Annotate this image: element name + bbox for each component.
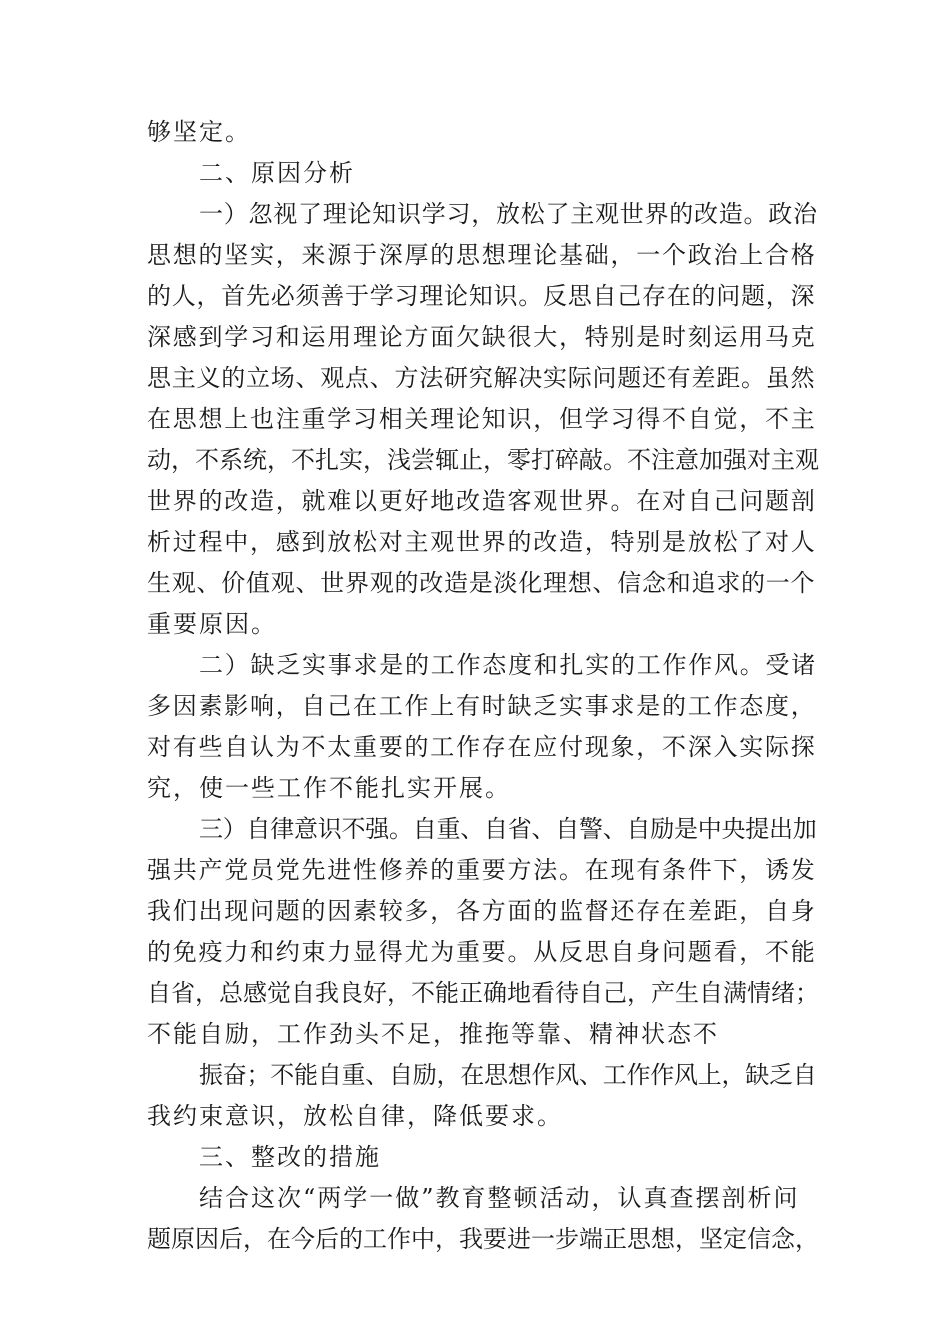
text-line: 题原因后，在今后的工作中，我要进一步端正思想，坚定信念， [147, 1225, 819, 1253]
text-line: 我们出现问题的因素较多，各方面的监督还存在差距，自身 [147, 897, 817, 925]
text-line: 重要原因。 [147, 610, 277, 638]
text-line: 多因素影响，自己在工作上有时缺乏实事求是的工作态度， [147, 692, 817, 720]
document-body [147, 112, 819, 1260]
text-line: 世界的改造，就难以更好地改造客观世界。在对自己问题剖 [147, 487, 817, 515]
text-line: 动，不系统，不扎实，浅尝辄止，零打碎敲。不注意加强对主观 [147, 446, 819, 474]
text-line: 三）自律意识不强。自重、自省、自警、自励是中央提出加 [199, 815, 817, 843]
text-line: 振奋；不能自重、自励，在思想作风、工作作风上，缺乏自 [199, 1061, 817, 1089]
text-line: 析过程中，感到放松对主观世界的改造，特别是放松了对人 [147, 528, 817, 556]
text-line: 二）缺乏实事求是的工作态度和扎实的工作作风。受诸 [199, 651, 817, 679]
text-line: 深感到学习和运用理论方面欠缺很大，特别是时刻运用马克 [147, 323, 817, 351]
text-line: 不能自励，工作劲头不足，推拖等靠、精神状态不 [147, 1020, 719, 1048]
text-line: 一）忽视了理论知识学习，放松了主观世界的改造。政治 [199, 200, 818, 228]
text-line: 强共产党员党先进性修养的重要方法。在现有条件下，诱发 [147, 856, 817, 884]
text-line: 对有些自认为不太重要的工作存在应付现象，不深入实际探 [147, 733, 817, 761]
text-line: 我约束意识，放松自律，降低要求。 [147, 1102, 563, 1130]
text-line: 思想的坚实，来源于深厚的思想理论基础，一个政治上合格 [147, 241, 817, 269]
text-line: 二、原因分析 [199, 159, 355, 187]
text-line: 的人，首先必须善于学习理论知识。反思自己存在的问题，深 [147, 282, 816, 310]
text-line: 究，使一些工作不能扎实开展。 [147, 774, 511, 802]
text-line: 在思想上也注重学习相关理论知识，但学习得不自觉，不主 [147, 405, 817, 433]
text-line: 思主义的立场、观点、方法研究解决实际问题还有差距。虽然 [147, 364, 816, 392]
text-line: 自省，总感觉自我良好，不能正确地看待自己，产生自满情绪； [147, 979, 819, 1007]
text-line: 生观、价值观、世界观的改造是淡化理想、信念和追求的一个 [147, 569, 816, 597]
text-line: 三、整改的措施 [199, 1143, 381, 1171]
text-line: 的免疫力和约束力显得尤为重要。从反思自身问题看，不能 [147, 938, 817, 966]
text-line: 够坚定。 [147, 118, 251, 146]
text-line: 结合这次“两学一做”教育整顿活动，认真查摆剖析问 [199, 1184, 800, 1212]
